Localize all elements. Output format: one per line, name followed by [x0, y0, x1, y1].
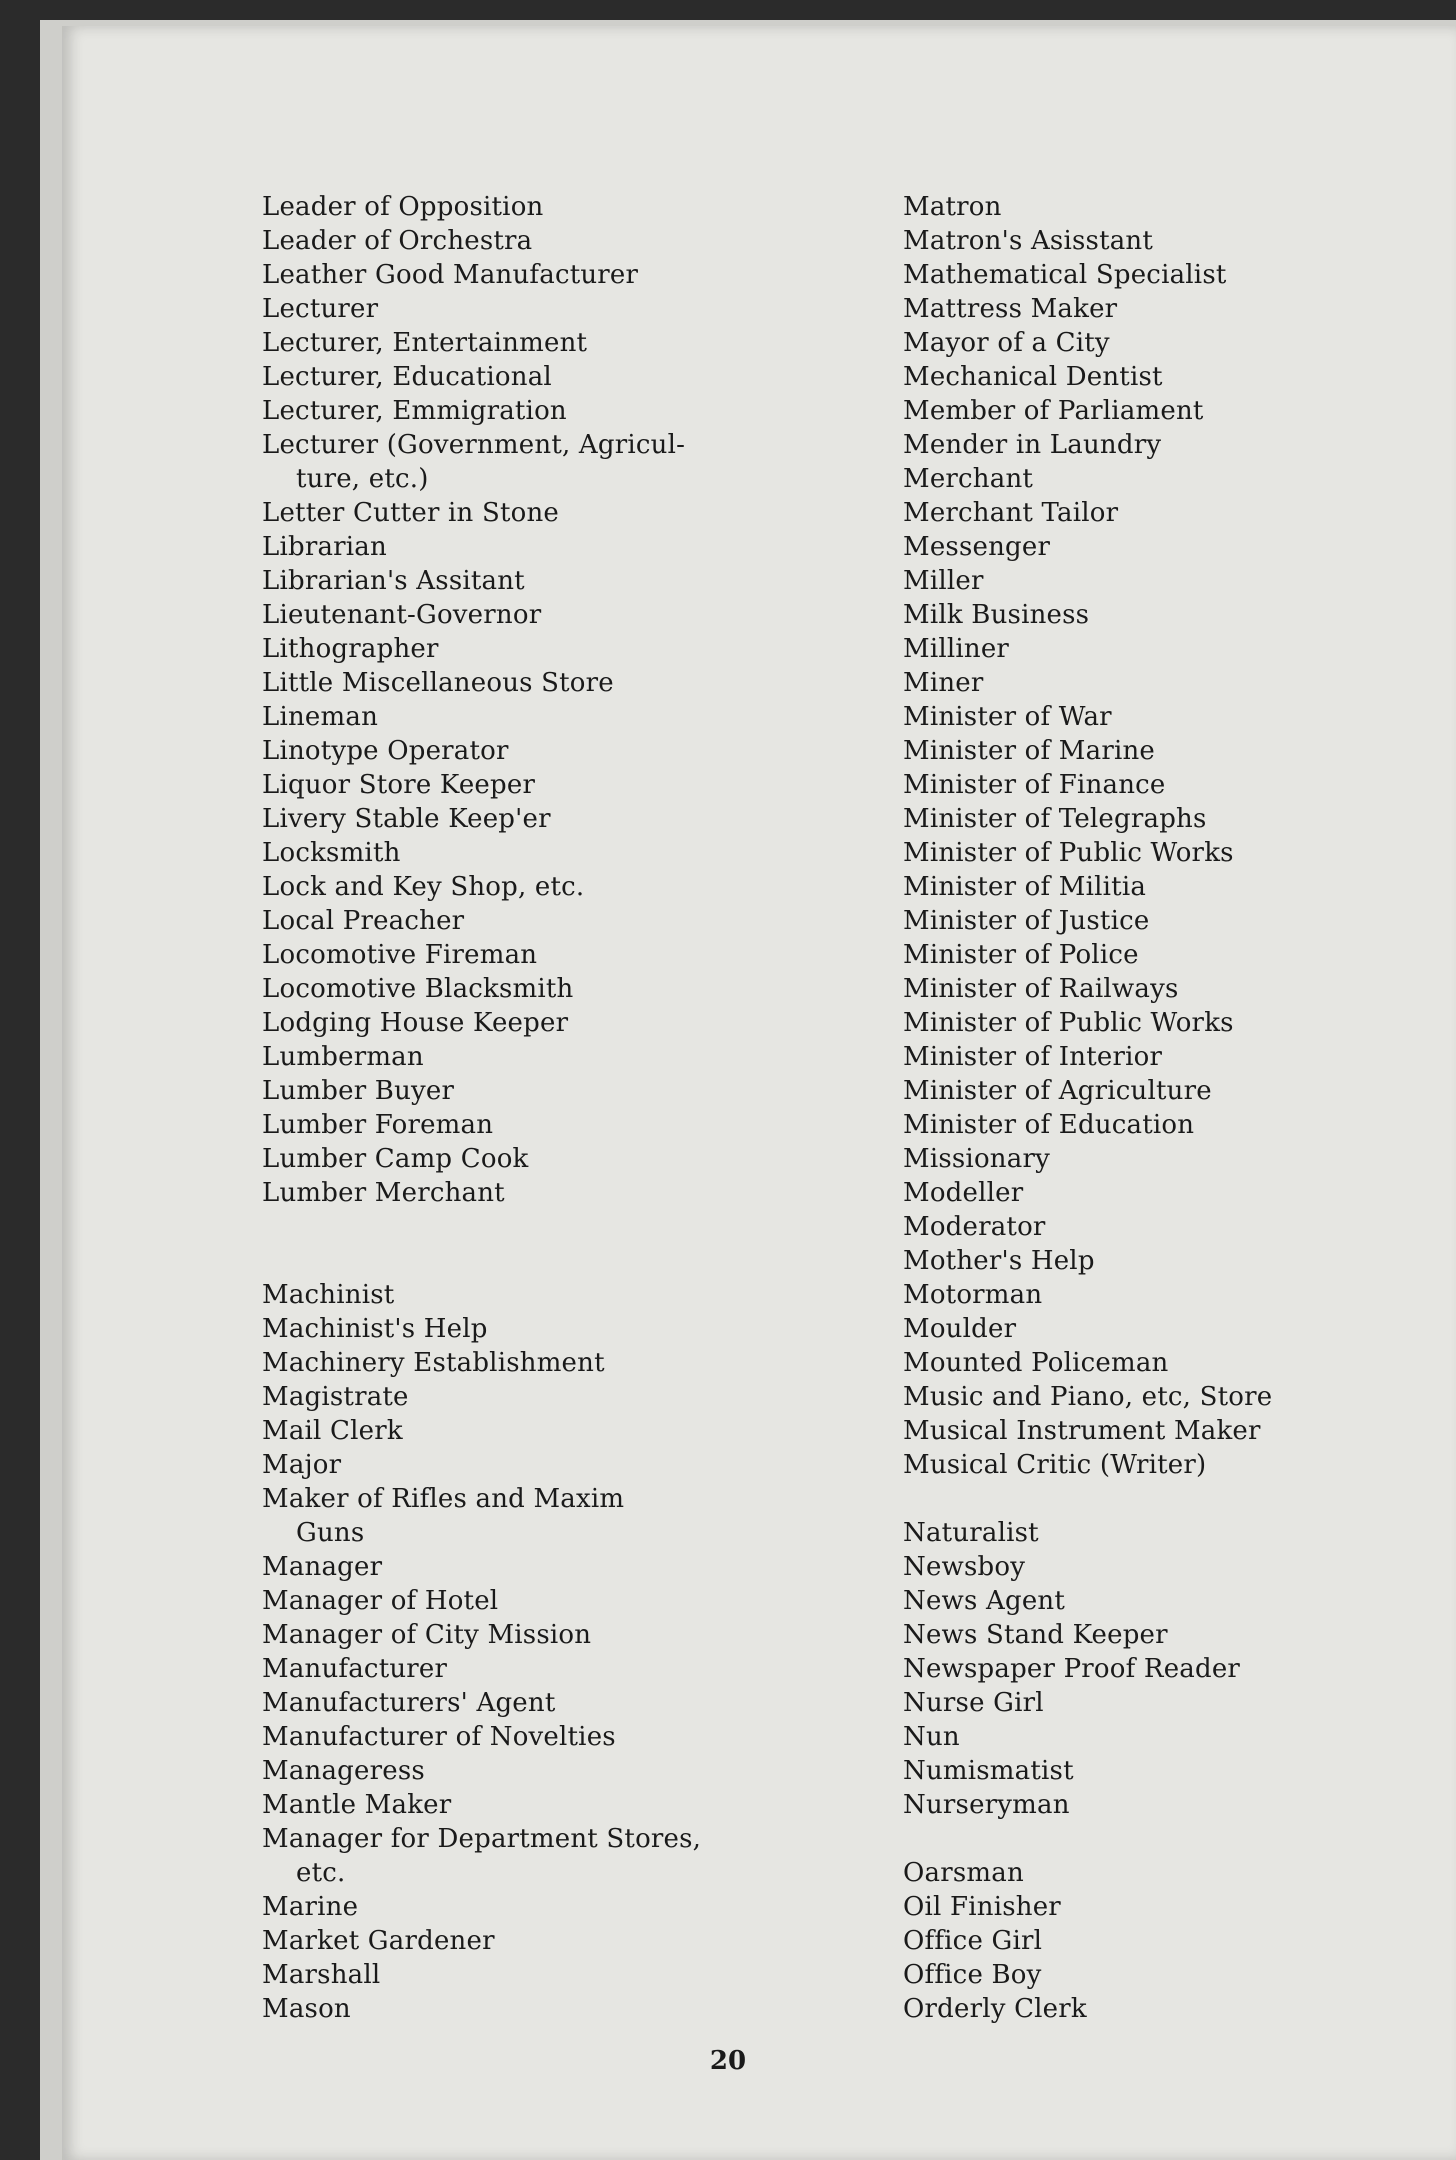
list-item: Lumber Merchant [262, 1178, 505, 1208]
list-item: Manufacturers' Agent [262, 1688, 556, 1718]
list-item: Machinery Establishment [262, 1348, 605, 1378]
list-item: Major [262, 1450, 342, 1480]
list-item: Manageress [262, 1756, 425, 1786]
list-item: Livery Stable Keep'er [262, 804, 551, 834]
list-item: Miner [903, 668, 984, 698]
list-item: Mounted Policeman [903, 1348, 1169, 1378]
list-item: Nurseryman [903, 1790, 1070, 1820]
section-gap [903, 1482, 1323, 1516]
list-item: News Agent [903, 1586, 1065, 1616]
list-item: Mechanical Dentist [903, 362, 1163, 392]
list-item: Letter Cutter in Stone [262, 498, 560, 528]
list-item: News Stand Keeper [903, 1620, 1168, 1650]
list-item: Lumber Foreman [262, 1110, 494, 1140]
list-item: Minister of Finance [903, 770, 1166, 800]
list-item: Miller [903, 566, 984, 596]
list-item: Mother's Help [903, 1246, 1095, 1276]
list-item: Member of Parliament [903, 396, 1204, 426]
list-item: Nun [903, 1722, 960, 1752]
list-item: Mail Clerk [262, 1416, 403, 1446]
list-item: Lecturer, Entertainment [262, 328, 588, 358]
list-item: Moderator [903, 1212, 1046, 1242]
list-item: Little Miscellaneous Store [262, 668, 614, 698]
list-item: Lumber Camp Cook [262, 1144, 529, 1174]
list-item: Numismatist [903, 1756, 1074, 1786]
list-item: Milk Business [903, 600, 1090, 630]
list-item: Manufacturer of Novelties [262, 1722, 616, 1752]
list-item: Lumber Buyer [262, 1076, 455, 1106]
right-column [903, 190, 1323, 2026]
list-item: Minister of Interior [903, 1042, 1163, 1072]
list-item: Lumberman [262, 1042, 424, 1072]
list-item: Music and Piano, etc, Store [903, 1382, 1273, 1412]
list-item: Milliner [903, 634, 1010, 664]
list-item: Librarian [262, 532, 387, 562]
list-item: Minister of Public Works [903, 838, 1234, 868]
list-item: Minister of Public Works [903, 1008, 1234, 1038]
list-item: etc. [296, 1858, 346, 1888]
list-item: Minister of Railways [903, 974, 1179, 1004]
section-gap [903, 1822, 1323, 1856]
list-item: Lecturer, Emmigration [262, 396, 567, 426]
list-item: Mantle Maker [262, 1790, 452, 1820]
list-item: Newsboy [903, 1552, 1026, 1582]
list-item: Moulder [903, 1314, 1017, 1344]
list-item: Locksmith [262, 838, 401, 868]
list-item: Lithographer [262, 634, 439, 664]
list-item: Nurse Girl [903, 1688, 1044, 1718]
occupations-l-list [262, 190, 732, 1210]
list-item: Mayor of a City [903, 328, 1110, 358]
list-item: Minister of Justice [903, 906, 1150, 936]
list-item: Librarian's Assitant [262, 566, 525, 596]
list-item: Oil Finisher [903, 1892, 1061, 1922]
list-item: Mattress Maker [903, 294, 1118, 324]
list-item: Market Gardener [262, 1926, 495, 1956]
left-column [262, 190, 732, 2026]
list-item: Manager [262, 1552, 383, 1582]
list-item: Minister of War [903, 702, 1112, 732]
list-item: ture, etc.) [296, 464, 429, 494]
list-item: Naturalist [903, 1518, 1039, 1548]
list-item: Locomotive Blacksmith [262, 974, 574, 1004]
list-item: Office Girl [903, 1926, 1043, 1956]
list-item: Matron's Asisstant [903, 226, 1154, 256]
list-item: Missionary [903, 1144, 1050, 1174]
list-item: Lock and Key Shop, etc. [262, 872, 585, 902]
list-item: Messenger [903, 532, 1051, 562]
list-item: Lodging House Keeper [262, 1008, 569, 1038]
list-item: Leader of Opposition [262, 192, 544, 222]
list-item: Orderly Clerk [903, 1994, 1087, 2024]
list-item: Musical Critic (Writer) [903, 1450, 1207, 1480]
occupations-m-continued-list [903, 190, 1323, 1482]
list-item: Minister of Police [903, 940, 1139, 970]
list-item: Mason [262, 1994, 351, 2024]
list-item: Locomotive Fireman [262, 940, 538, 970]
list-item: Marshall [262, 1960, 381, 1990]
page-number: 20 [709, 2046, 747, 2076]
list-item: Manager of City Mission [262, 1620, 592, 1650]
list-item: Office Boy [903, 1960, 1042, 1990]
list-item: Local Preacher [262, 906, 465, 936]
list-item: Minister of Agriculture [903, 1076, 1212, 1106]
list-item: Newspaper Proof Reader [903, 1654, 1241, 1684]
list-item: Matron [903, 192, 1002, 222]
list-item: Lieutenant-Governor [262, 600, 542, 630]
occupations-n-list [903, 1516, 1323, 1822]
list-item: Merchant [903, 464, 1034, 494]
list-item: Minister of Education [903, 1110, 1195, 1140]
list-item: Leather Good Manufacturer [262, 260, 639, 290]
list-item: Merchant Tailor [903, 498, 1119, 528]
list-item: Modeller [903, 1178, 1024, 1208]
list-item: Liquor Store Keeper [262, 770, 536, 800]
list-item: Musical Instrument Maker [903, 1416, 1261, 1446]
list-item: Lecturer [262, 294, 379, 324]
list-item: Mathematical Specialist [903, 260, 1227, 290]
list-item: Magistrate [262, 1382, 409, 1412]
list-item: Minister of Militia [903, 872, 1147, 902]
list-item: Maker of Rifles and Maxim [262, 1484, 625, 1514]
occupations-m-list [262, 1278, 732, 2026]
list-item: Lineman [262, 702, 379, 732]
list-item: Leader of Orchestra [262, 226, 533, 256]
list-item: Marine [262, 1892, 359, 1922]
list-item: Manager of Hotel [262, 1586, 499, 1616]
list-item: Machinist's Help [262, 1314, 488, 1344]
list-item: Guns [296, 1518, 365, 1548]
list-item: Manufacturer [262, 1654, 448, 1684]
list-item: Manager for Department Stores, [262, 1824, 702, 1854]
list-item: Motorman [903, 1280, 1043, 1310]
list-item: Linotype Operator [262, 736, 509, 766]
occupations-o-list [903, 1856, 1323, 2026]
list-item: Oarsman [903, 1858, 1024, 1888]
section-gap [262, 1210, 732, 1278]
list-item: Minister of Telegraphs [903, 804, 1207, 834]
list-item: Minister of Marine [903, 736, 1156, 766]
list-item: Lecturer (Government, Agricul- [262, 430, 686, 460]
list-item: Mender in Laundry [903, 430, 1162, 460]
list-item: Lecturer, Educational [262, 362, 552, 392]
list-item: Machinist [262, 1280, 395, 1310]
